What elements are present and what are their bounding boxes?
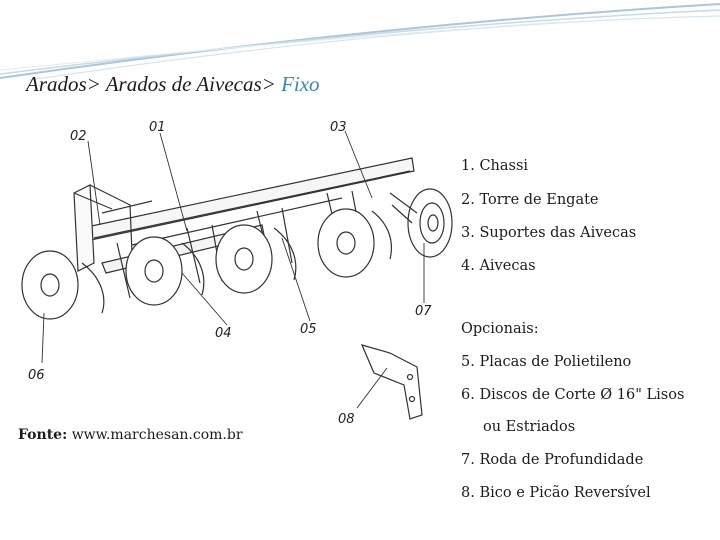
plow-diagram <box>12 113 456 431</box>
optional-8: 8. Bico e Picão Reversível <box>461 485 651 501</box>
component-3: 3. Suportes das Aivecas <box>461 225 637 241</box>
callout-01: 01 <box>149 120 166 135</box>
callout-03: 03 <box>330 120 347 135</box>
component-2: 2. Torre de Engate <box>461 192 599 208</box>
callout-02: 02 <box>70 129 87 144</box>
callout-05: 05 <box>300 322 317 337</box>
optionals-heading: Opcionais: <box>461 321 539 337</box>
breadcrumb-current: Fixo <box>281 72 320 96</box>
callout-07: 07 <box>415 304 432 319</box>
component-4: 4. Aivecas <box>461 258 536 274</box>
decorative-swoosh <box>0 0 720 80</box>
source-label: Fonte: <box>18 427 68 443</box>
page-title <box>26 72 320 97</box>
optional-5: 5. Placas de Polietileno <box>461 354 632 370</box>
plow-drawing <box>12 113 456 431</box>
source-url: www.marchesan.com.br <box>71 427 243 443</box>
breadcrumb-arados-de-aivecas: Arados de Aivecas> <box>105 72 276 96</box>
optional-7: 7. Roda de Profundidade <box>461 452 644 468</box>
callout-08: 08 <box>338 412 355 427</box>
breadcrumb-arados: Arados> <box>26 72 101 96</box>
callout-06: 06 <box>28 368 45 383</box>
source-caption <box>18 427 243 443</box>
component-1: 1. Chassi <box>461 158 529 174</box>
optional-6: 6. Discos de Corte Ø 16" Lisos <box>461 387 685 403</box>
optional-6-continued: ou Estriados <box>483 419 576 435</box>
callout-04: 04 <box>215 326 232 341</box>
